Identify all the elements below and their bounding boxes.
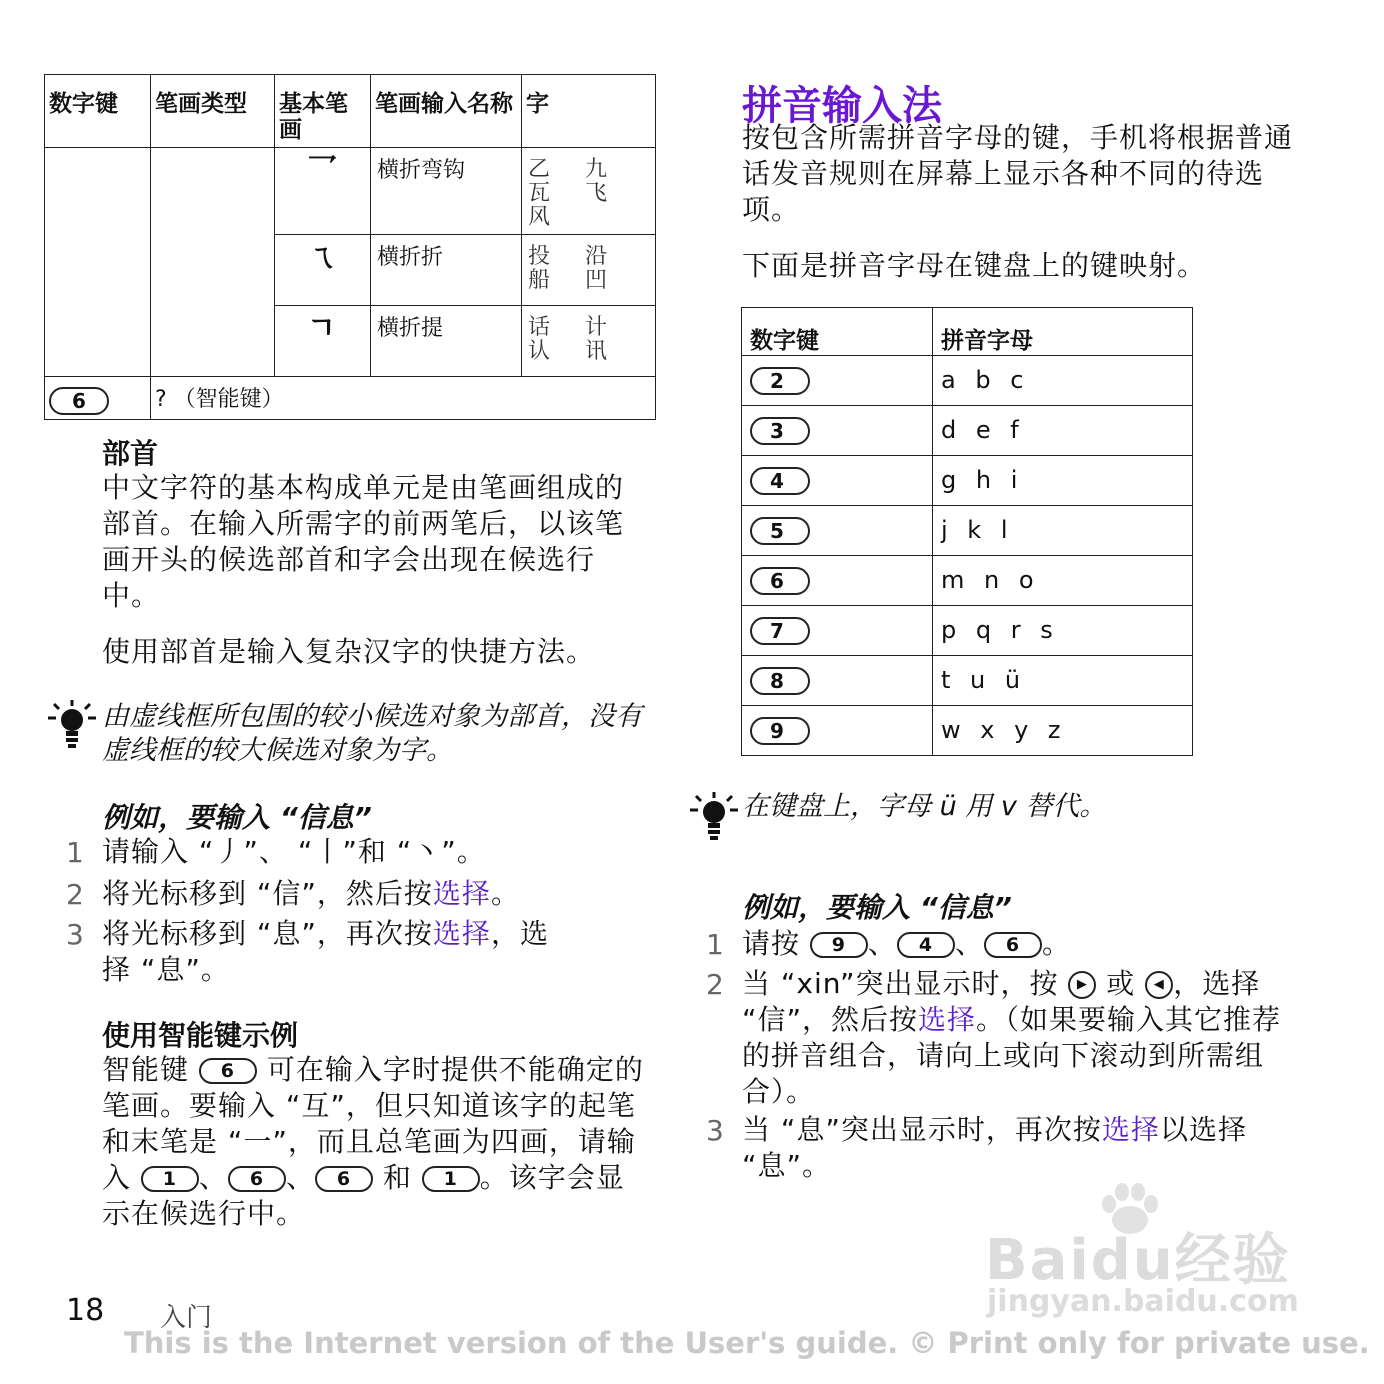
text-part: 。该字会显示在候选行中。 (102, 1161, 625, 1230)
key-6: 6 (49, 387, 109, 415)
nav-right-icon: ▶ (1068, 971, 1096, 999)
separator: 、 (867, 927, 897, 960)
step-text-part: 。 (1041, 927, 1071, 960)
stroke-chars: 乙 九 瓦 飞 风 (522, 148, 656, 235)
table-row (742, 656, 1193, 706)
step-text (742, 926, 1071, 962)
radicals-tip-paragraph: 使用部首是输入复杂汉字的快捷方法。 (102, 635, 596, 668)
lightbulb-icon (686, 792, 742, 842)
letters-cell: j k l (933, 506, 1193, 556)
step-text-part: 或 (1106, 967, 1136, 1000)
step-text-part: 当 “xin”突出显示时，按 (742, 967, 1059, 1000)
empty-cell (45, 148, 151, 377)
pinyin-key-table (741, 307, 1193, 756)
separator: 、 (954, 927, 984, 960)
empty-cell (151, 148, 275, 377)
key-cell (742, 456, 933, 506)
step-number: 3 (706, 1114, 724, 1147)
key-9: 9 (810, 932, 868, 958)
table-row (742, 606, 1193, 656)
lightbulb-icon (44, 700, 100, 750)
separator: 、 (198, 1161, 228, 1194)
step-text-part: 请按 (742, 927, 801, 960)
section-label: 入门 (160, 1303, 213, 1333)
radicals-heading: 部首 (102, 437, 159, 470)
key-4: 4 (750, 467, 810, 495)
letters-cell: g h i (933, 456, 1193, 506)
pinyin-map-intro: 下面是拼音字母在键盘上的键映射。 (742, 249, 1207, 282)
step-text: 请输入 “丿”、 “丨”和 “丶”。 (102, 835, 486, 868)
table-row (45, 377, 656, 420)
table-row (742, 356, 1193, 406)
letters-cell: t u ü (933, 656, 1193, 706)
key-cell (742, 606, 933, 656)
separator: 、 (285, 1161, 315, 1194)
example-title: 例如，要输入 “信息” (742, 891, 1012, 924)
col-header: 笔画类型 (151, 75, 275, 148)
letters-cell: d e f (933, 406, 1193, 456)
key-6: 6 (315, 1166, 373, 1192)
key-cell (742, 706, 933, 756)
smart-key-heading: 使用智能键示例 (102, 1019, 299, 1052)
step-text-part: 当 “息”突出显示时，再次按 (742, 1113, 1102, 1146)
key-cell (742, 656, 933, 706)
stroke-name: 横折折 (371, 235, 522, 306)
step-text-part: 将光标移到 “息”，再次按 (102, 917, 433, 950)
key-6: 6 (750, 567, 810, 595)
key-5: 5 (750, 517, 810, 545)
key-7: 7 (750, 617, 810, 645)
key-8: 8 (750, 667, 810, 695)
step-text-part: 。（如果要输入其它推荐的拼音组合，请向上或向下滚动到所需组合）。 (742, 1003, 1282, 1108)
select-link[interactable]: 选择 (918, 1003, 977, 1036)
table-row (45, 148, 656, 235)
text-part: 和 (382, 1161, 412, 1194)
col-header: 基本笔画 (275, 75, 371, 148)
key-4: 4 (897, 932, 955, 958)
step-text-part: 。 (490, 877, 520, 910)
step-text-part: 将光标移到 “信”，然后按 (102, 877, 433, 910)
step-text (102, 916, 572, 988)
nav-left-icon: ◀ (1145, 971, 1173, 999)
key-cell (742, 356, 933, 406)
watermark-brand: Baidu经验 (985, 1228, 1291, 1293)
col-header: 拼音字母 (933, 308, 1193, 356)
stroke-chars: 投 沿 船 凹 (522, 235, 656, 306)
step-text-part: ，选择 “信”，然后按 (742, 967, 1261, 1036)
table-row (742, 556, 1193, 606)
key-cell (742, 406, 933, 456)
page-number: 18 (66, 1293, 105, 1328)
radicals-paragraph: 中文字符的基本构成单元是由笔画组成的部首。在输入所需字的前两笔后，以该笔画开头的候选部首和字会出现在候选行中。 (102, 471, 625, 612)
smart-key-label: ? （智能键） (151, 377, 656, 420)
stroke-chars: 话 计 认 讯 (522, 306, 656, 377)
key-cell (742, 556, 933, 606)
letters-cell: p q r s (933, 606, 1193, 656)
table-row (742, 506, 1193, 556)
footer-note: This is the Internet version of the User's guide. © Print only for private use. (124, 1326, 1370, 1360)
smart-key-paragraph (102, 1052, 652, 1232)
letters-cell: w x y z (933, 706, 1193, 756)
letters-cell: m n o (933, 556, 1193, 606)
select-link[interactable]: 选择 (432, 877, 491, 910)
select-link[interactable]: 选择 (432, 917, 491, 950)
step-text-part: 以选择 “息”。 (742, 1113, 1247, 1182)
stroke-glyph: ㄱ (275, 306, 371, 377)
key-3: 3 (750, 417, 810, 445)
key-cell (742, 506, 933, 556)
stroke-name: 横折提 (371, 306, 522, 377)
step-text (102, 876, 520, 912)
pinyin-table-header (742, 308, 1193, 356)
baidu-watermark (975, 1180, 1305, 1330)
stroke-name: 横折弯钩 (371, 148, 522, 235)
key-1: 1 (141, 1166, 199, 1192)
col-header: 字 (522, 75, 656, 148)
table-row (742, 456, 1193, 506)
select-link[interactable]: 选择 (1101, 1113, 1160, 1146)
col-header: 数字键 (742, 308, 933, 356)
col-header: 数字键 (45, 75, 151, 148)
table-row (742, 406, 1193, 456)
stroke-glyph: 乛 (275, 148, 371, 235)
table-row (742, 706, 1193, 756)
pinyin-note: 在键盘上，字母 ü 用 v 替代。 (742, 791, 1107, 822)
key-6: 6 (199, 1058, 257, 1084)
key-1: 1 (422, 1166, 480, 1192)
step-text-part: ，选择 “息”。 (102, 917, 549, 986)
radicals-note: 由虚线框所包围的较小候选对象为部首，没有虚线框的较大候选对象为字。 (102, 701, 642, 766)
key-9: 9 (750, 717, 810, 745)
step-text (742, 1112, 1282, 1184)
step-number: 2 (66, 878, 84, 911)
letters-cell: a b c (933, 356, 1193, 406)
stroke-table-header (45, 75, 656, 148)
step-number: 2 (706, 968, 724, 1001)
text-part: 可在输入字时提供不能确定的笔画。要输入 “互”，但只知道该字的起笔和末笔是 “一”，而且总笔画为四画，请输入 (102, 1053, 644, 1194)
stroke-table (44, 74, 656, 420)
pinyin-paragraph: 按包含所需拼音字母的键，手机将根据普通话发音规则在屏幕上显示各种不同的待选项。 (742, 121, 1294, 226)
key-cell (45, 377, 151, 420)
example-title: 例如，要输入 “信息” (102, 801, 372, 834)
step-number: 1 (706, 928, 724, 961)
step-number: 3 (66, 918, 84, 951)
col-header: 笔画输入名称 (371, 75, 522, 148)
key-2: 2 (750, 367, 810, 395)
stroke-glyph: ㄟ (275, 235, 371, 306)
step-number: 1 (66, 836, 84, 869)
pinyin-title: 拼音输入法 (742, 83, 942, 129)
key-6: 6 (984, 932, 1042, 958)
key-6: 6 (228, 1166, 286, 1192)
step-text (742, 966, 1292, 1110)
text-part: 智能键 (102, 1053, 190, 1086)
watermark-url: jingyan.baidu.com (987, 1284, 1299, 1319)
